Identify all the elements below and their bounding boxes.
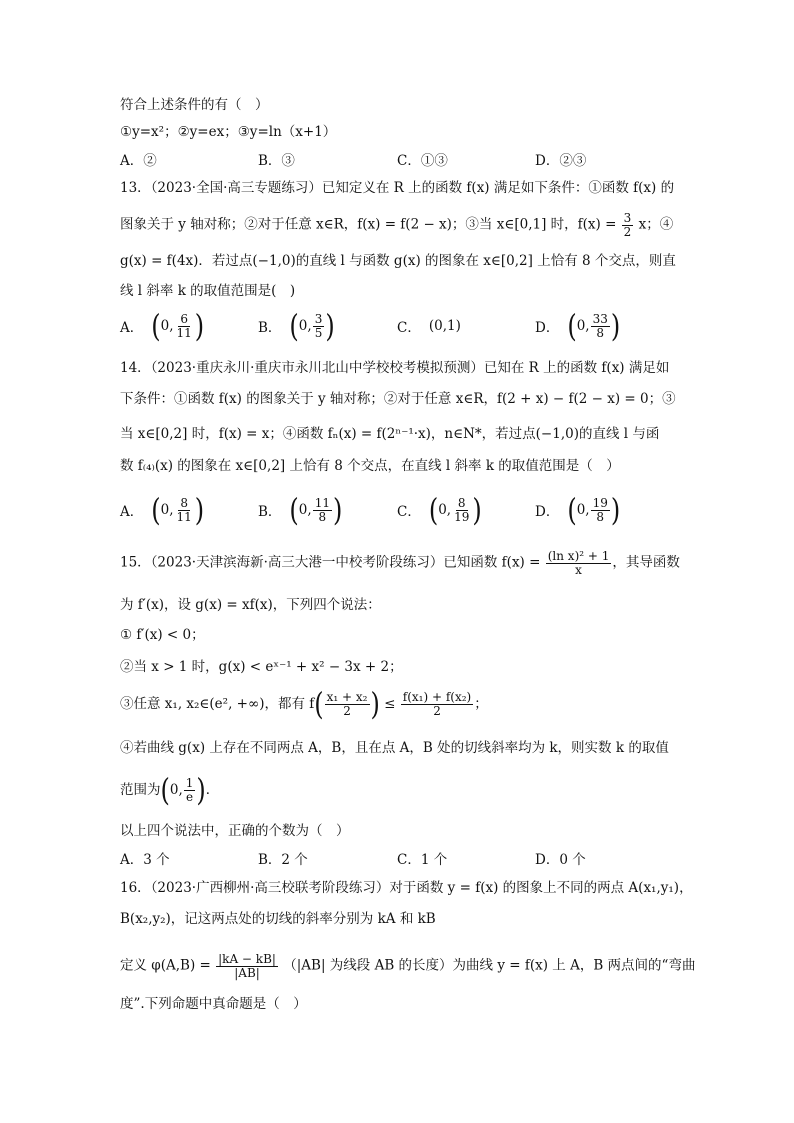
q13-number: 13． [120,180,151,196]
q13-fraction: $\frac{3}{2}$ [623,211,632,239]
q14-number: 14． [120,360,151,376]
q15-prompt: 以上四个说法中，正确的个数为（ ） [120,823,350,839]
q15-statement-4-cont: 范围为(0, $\frac{1}{e}$ )． [120,771,220,809]
q15-option-d: D．0 个 [535,852,586,868]
intro-option-c: C．①③ [397,153,448,169]
q14-line-1 [120,360,680,376]
q16-line-3: 定义 φ(A,B) = $\frac{|kA - kB|}{|AB|}$ （|AB| 为线段 AB 的长度）为曲线 y = f(x) 上 A，B 两点间的“弯曲 [120,952,696,980]
q13-option-b: B． ( 0, $\frac{3}{5}$ ) [258,307,335,345]
q16-source: （2023·广西柳州·高三校联考阶段练习） [150,880,390,896]
q16-line-1 [120,880,693,896]
q16-number: 16． [120,880,151,896]
q16-line-4: 度”.下列命题中真命题是（ ） [120,996,307,1012]
q14-option-b: B． ( 0, $\frac{11}{8}$ ) [258,491,343,529]
q16-line-2: B(x₂,y₂)，记这两点处的切线的斜率分别为 kA 和 kB [120,911,436,927]
intro-options [120,144,680,174]
q15-options [120,843,680,873]
intro-option-a: A．② [120,153,157,169]
q13-option-a: A． ( 0, $\frac{6}{11}$ ) [120,307,205,345]
q13-line-4: 线 l 斜率 k 的取值范围是( ) [120,283,296,299]
q13-line-1 [120,180,680,196]
intro-option-b: B．③ [258,153,295,169]
q15-fraction: $\frac{\text{(ln x)² + 1}}{x}$ [547,549,610,577]
q15-statement-2: ②当 x > 1 时，g(x) < eˣ⁻¹ + x² − 3x + 2； [120,659,403,675]
q14-line-3: 当 x∈[0,2] 时，f(x) = x；④函数 fₙ(x) = f(2ⁿ⁻¹·x)，n∈N*，若过点(−1,0)的直线 l 与函 [120,426,660,442]
q14-option-d: D． ( 0, $\frac{19}{8}$ ) [535,491,621,529]
q16-fraction: $\frac{|kA - kB|}{|AB|}$ [218,952,276,980]
q15-text-1b: ，其导函数 [612,554,680,571]
q13-text-2a: 图象关于 y 轴对称；②对于任意 x∈R，f(x) = f(2 − x)；③当 x∈[0,1] 时，f(x) = [120,216,617,233]
q13-text-1: 已知定义在 R 上的函数 f(x) 满足如下条件：①函数 f(x) 的 [321,180,675,196]
q15-statement-3: ③任意 x₁, x₂∈(e², +∞)，都有 f( $\frac{\text{x₁ + x₂}}{2}$ ) ≤ $\frac{\text{f(x₁) + f(x₂)}}{2}$ ； [120,685,488,723]
q13-text-2b: x；④ [638,216,674,233]
intro-prompt: 符合上述条件的有（ ） [120,97,269,113]
q15-statement-1: ① f′(x) < 0； [120,627,205,643]
q13-source: （2023·全国·高三专题练习） [150,180,322,196]
q15-number: 15． [120,554,151,571]
q15-statement-4: ④若曲线 g(x) 上存在不同两点 A，B，且在点 A，B 处的切线斜率均为 k，则实数 k 的取值 [120,740,669,756]
q13-line-2 [120,212,680,238]
q14-option-c: C． ( 0, $\frac{8}{19}$ ) [397,491,482,529]
q16-text-1: 对于函数 y = f(x) 的图象上不同的两点 A(x₁,y₁)， [389,880,693,896]
q15-option-c: C．1 个 [397,852,448,868]
q15-source: （2023·天津滨海新·高三大港一中校考阶段练习） [150,554,444,571]
q14-line-2: 下条件：①函数 f(x) 的图象关于 y 轴对称；②对于任意 x∈R，f(2 + x) − f(2 − x) = 0；③ [120,391,676,407]
q15-option-a: A．3 个 [120,852,170,868]
q14-text-1: 已知在 R 上的函数 f(x) 满足如 [483,360,670,376]
q15-line-2: 为 f′(x)，设 g(x) = xf(x)，下列四个说法： [120,597,381,613]
q15-line-1 [120,550,680,576]
q13-option-d: D． ( 0, $\frac{33}{8}$ ) [535,307,621,345]
intro-conditions: ①y=x²；②y=ex；③y=ln（x+1） [120,124,337,140]
q13-option-c: C． (0,1) [397,318,461,336]
intro-option-d: D．②③ [535,153,587,169]
q15-text-1a: 已知函数 f(x) = [443,554,541,571]
q15-option-b: B．2 个 [258,852,308,868]
q14-option-a: A． ( 0, $\frac{8}{11}$ ) [120,491,205,529]
q14-line-4: 数 f₍₄₎(x) 的图象在 x∈[0,2] 上恰有 8 个交点，在直线 l 斜率 k 的取值范围是（ ） [120,458,620,474]
q14-options [120,490,680,530]
q13-line-3: g(x) = f(4x)．若过点(−1,0)的直线 l 与函数 g(x) 的图象在 x∈[0,2] 上恰有 8 个交点，则直 [120,253,676,269]
q14-source: （2023·重庆永川·重庆市永川北山中学校校考模拟预测） [150,360,484,376]
q13-options [120,306,680,346]
